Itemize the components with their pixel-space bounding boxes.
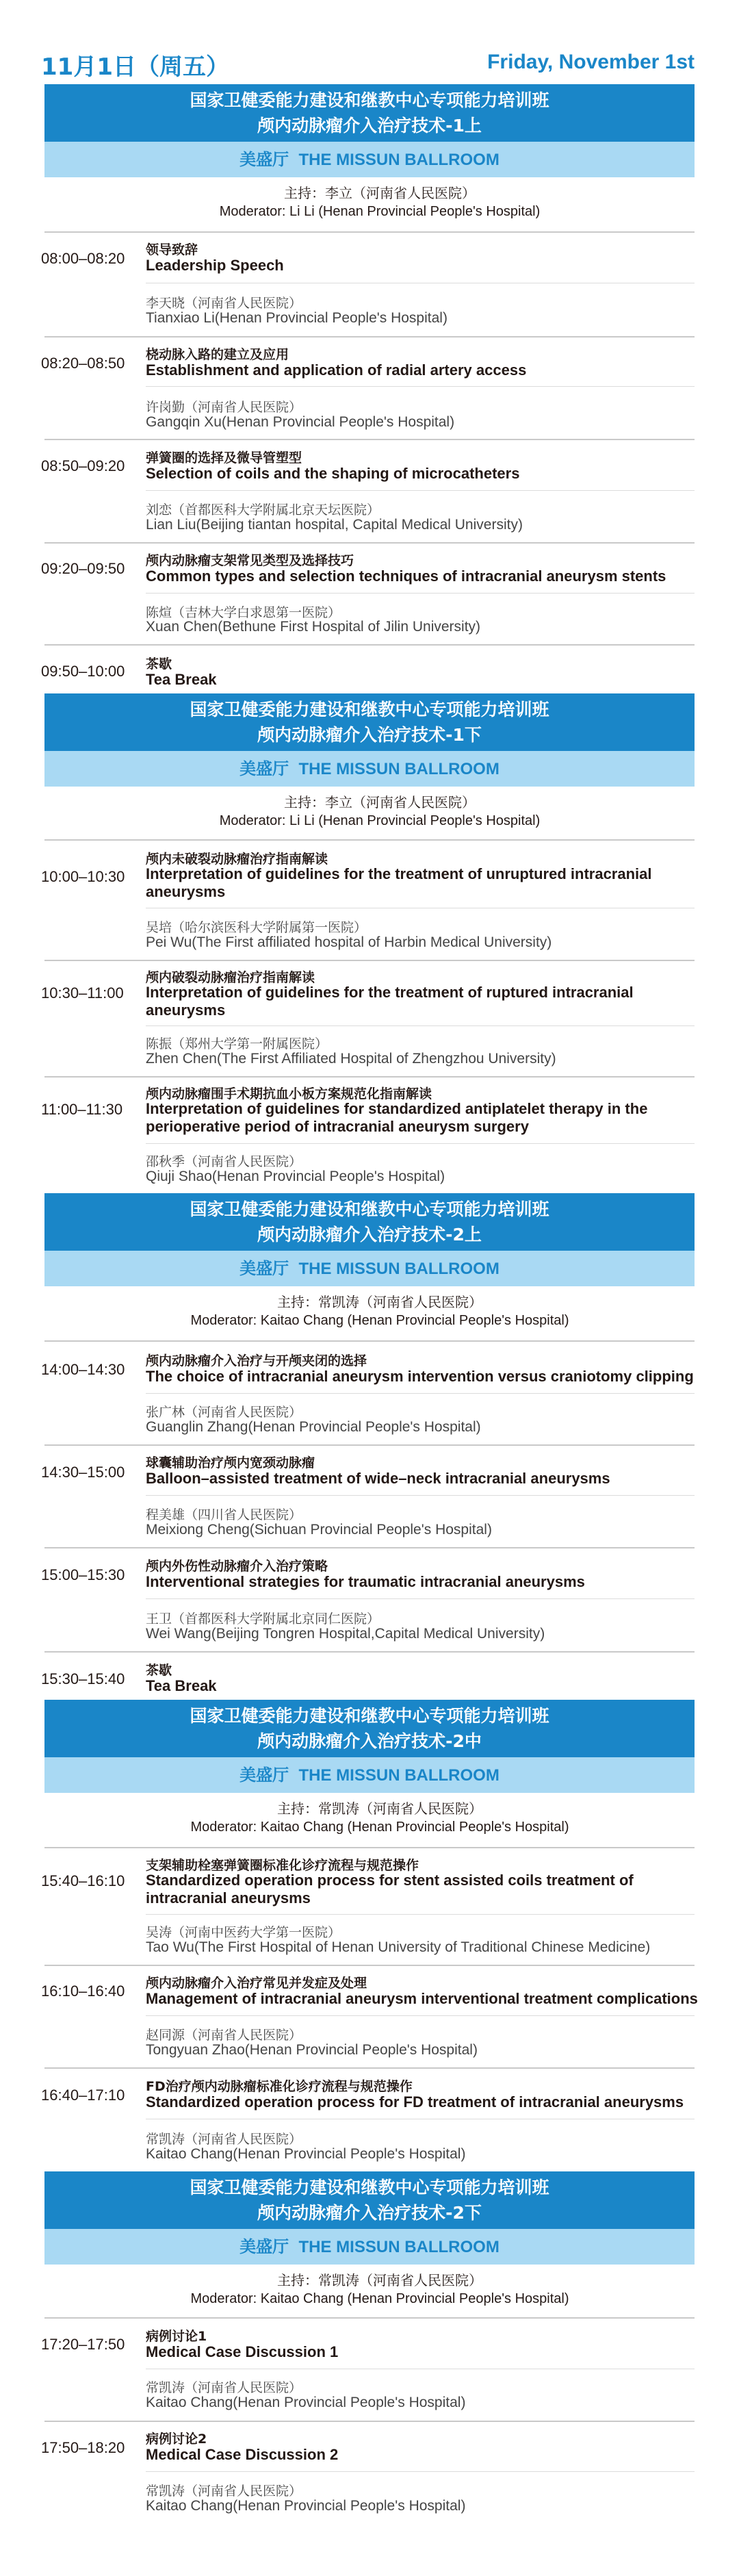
break-time: 09:50–10:00 [41,663,125,680]
talk-time: 08:00–08:20 [41,250,125,267]
talk-title-cn: 颅内动脉瘤介入治疗与开颅夹闭的选择 [146,1353,367,1368]
session-title-line1: 国家卫健委能力建设和继教中心专项能力培训班 [190,90,549,110]
speaker-cn: 吴涛（河南中医药大学第一医院） [146,1925,341,1940]
talk-title-en: Interpretation of guidelines for the treatment of ruptured intracranial aneurysms [146,984,634,1019]
divider [44,1547,695,1548]
speaker-cn: 许岗勤（河南省人民医院） [146,400,302,415]
talk-title-cn: 颅内动脉瘤围手术期抗血小板方案规范化指南解读 [146,1086,432,1101]
room-name-cn: 美盛厅 [239,1259,289,1278]
divider [44,2317,695,2319]
talk-title-cn: 颅内动脉瘤介入治疗常见并发症及处理 [146,1976,367,1991]
talk-title-cn: 颅内外伤性动脉瘤介入治疗策略 [146,1559,328,1574]
session-title-line2: 颅内动脉瘤介入治疗技术-2中 [257,1731,482,1751]
room-bar [44,2229,695,2265]
room-name-cn: 美盛厅 [239,2237,289,2256]
speaker-en: Xuan Chen(Bethune First Hospital of Jilin University) [146,619,481,635]
speaker-en: Pei Wu(The First affiliated hospital of Harbin Medical University) [146,934,552,950]
talk-time: 14:30–15:00 [41,1464,125,1481]
moderator-en: Moderator: Kaitao Chang (Henan Provincial People's Hospital) [190,1820,569,1835]
room-name-en: THE MISSUN BALLROOM [298,760,500,778]
divider [44,2067,695,2069]
session-title-line2: 颅内动脉瘤介入治疗技术-2上 [257,1225,482,1245]
divider [44,231,695,233]
session-title [44,2171,695,2229]
speaker-cn: 常凯涛（河南省人民医院） [146,2484,302,2499]
speaker-cn: 吴培（哈尔滨医科大学附属第一医院） [146,920,367,935]
speaker-en: Wei Wang(Beijing Tongren Hospital,Capital Medical University) [146,1626,545,1642]
break-title-en: Tea Break [146,1677,217,1694]
break-title-en: Tea Break [146,671,217,688]
speaker-en: Tianxiao Li(Henan Provincial People's Hospital) [146,310,448,326]
speaker-cn: 常凯涛（河南省人民医院） [146,2380,302,2395]
session-1-header [0,84,739,221]
talk-title-en: Interpretation of guidelines for standardized antiplatelet therapy in the perioperative period of intracranial aneurysm surgery [146,1100,648,1135]
divider [44,1076,695,1077]
item-separator [146,1495,695,1496]
date-header [0,0,739,82]
session-title [44,693,695,751]
talk-title-en: Establishment and application of radial artery access [146,361,527,379]
item-separator [146,1143,695,1144]
moderator-en: Moderator: Li Li (Henan Provincial People's Hospital) [219,204,541,219]
session-title-line1: 国家卫健委能力建设和继教中心专项能力培训班 [190,700,549,719]
divider [44,542,695,544]
room-name-cn: 美盛厅 [239,150,289,169]
item-separator [146,490,695,491]
talk-title-cn: FD治疗颅内动脉瘤标准化诊疗流程与规范操作 [146,2079,413,2094]
session-title-line1: 国家卫健委能力建设和继教中心专项能力培训班 [190,1706,549,1726]
moderator [0,2265,739,2308]
room-bar [44,1757,695,1793]
room-bar [44,142,695,177]
talk-time: 08:50–09:20 [41,457,125,474]
talk-title-cn: 领导致辞 [146,242,198,257]
date-chinese: 11月1日（周五） [41,53,229,81]
talk-time: 16:10–16:40 [41,1982,125,2000]
talk-title-cn: 病例讨论2 [146,2432,207,2447]
divider [44,1965,695,1966]
talk-title-cn: 球囊辅助治疗颅内宽颈动脉瘤 [146,1455,315,1470]
moderator [0,787,739,830]
room-bar [44,751,695,787]
divider [44,839,695,841]
speaker-cn: 程美雄（四川省人民医院） [146,1507,302,1522]
session-title [44,1700,695,1757]
item-separator [146,1914,695,1915]
speaker-en: Guanglin Zhang(Henan Provincial People's Hospital) [146,1419,481,1435]
item-separator [146,1598,695,1599]
talk-time: 10:30–11:00 [41,984,124,1002]
session-title [44,1193,695,1251]
talk-title-en: Interventional strategies for traumatic intracranial aneurysms [146,1573,585,1590]
room-name-cn: 美盛厅 [239,1765,289,1785]
speaker-cn: 李天晓（河南省人民医院） [146,296,302,311]
divider [44,336,695,337]
room-name-en: THE MISSUN BALLROOM [298,2238,500,2256]
session-title-line2: 颅内动脉瘤介入治疗技术-1上 [257,116,482,136]
session-2-header [0,693,739,830]
moderator [0,177,739,221]
speaker-en: Tongyuan Zhao(Henan Provincial People's Hospital) [146,2042,478,2058]
talk-title-en: The choice of intracranial aneurysm intervention versus craniotomy clipping [146,1368,694,1385]
talk-time: 14:00–14:30 [41,1361,125,1378]
speaker-cn: 刘恋（首都医科大学附属北京天坛医院） [146,502,380,518]
session-title-line1: 国家卫健委能力建设和继教中心专项能力培训班 [190,2178,549,2197]
session-5-header [0,2171,739,2308]
moderator-cn: 主持：常凯涛（河南省人民医院） [277,1294,482,1310]
session-4-header [0,1700,739,1837]
divider [44,644,695,646]
item-separator [146,386,695,387]
talk-time: 08:20–08:50 [41,355,125,372]
speaker-en: Zhen Chen(The First Affiliated Hospital of Zhengzhou University) [146,1051,556,1067]
talk-time: 10:00–10:30 [41,868,125,885]
moderator-cn: 主持：常凯涛（河南省人民医院） [277,2272,482,2288]
divider [44,1651,695,1653]
speaker-cn: 邵秋季（河南省人民医院） [146,1154,302,1169]
talk-title-en: Common types and selection techniques of intracranial aneurysm stents [146,568,666,585]
divider [44,2421,695,2422]
divider [44,439,695,440]
talk-title-cn: 弹簧圈的选择及微导管塑型 [146,450,302,466]
divider [44,960,695,961]
speaker-en: Gangqin Xu(Henan Provincial People's Hospital) [146,414,455,430]
speaker-en: Lian Liu(Beijing tiantan hospital, Capital Medical University) [146,517,523,533]
talk-time: 17:50–18:20 [41,2439,125,2456]
talk-time: 15:00–15:30 [41,1566,125,1583]
item-separator [146,2471,695,2472]
item-separator [146,2015,695,2016]
date-english: Friday, November 1st [487,51,695,73]
speaker-cn: 赵同源（河南省人民医院） [146,2028,302,2043]
speaker-cn: 张广林（河南省人民医院） [146,1405,302,1420]
room-name-en: THE MISSUN BALLROOM [298,1766,500,1785]
speaker-en: Kaitao Chang(Henan Provincial People's Hospital) [146,2498,466,2514]
talk-title-cn: 病例讨论1 [146,2329,207,2344]
break-title-cn: 茶歇 [146,656,172,672]
session-3-header [0,1193,739,1330]
talk-title-en: Management of intracranial aneurysm interventional treatment complications [146,1990,698,2007]
speaker-en: Kaitao Chang(Henan Provincial People's Hospital) [146,2146,466,2162]
session-title [44,84,695,142]
item-separator [146,1025,695,1026]
talk-title-cn: 支架辅助栓塞弹簧圈标准化诊疗流程与规范操作 [146,1858,419,1873]
speaker-cn: 王卫（首都医科大学附属北京同仁医院） [146,1611,380,1627]
room-name-en: THE MISSUN BALLROOM [298,151,500,169]
speaker-en: Tao Wu(The First Hospital of Henan University of Traditional Chinese Medicine) [146,1939,651,1955]
room-name-en: THE MISSUN BALLROOM [298,1260,500,1278]
speaker-cn: 陈振（郑州大学第一附属医院） [146,1036,328,1051]
talk-title-en: Standardized operation process for stent assisted coils treatment of intracranial aneurysms [146,1872,634,1907]
moderator-cn: 主持：李立（河南省人民医院） [284,185,476,201]
talk-title-en: Standardized operation process for FD treatment of intracranial aneurysms [146,2093,684,2110]
session-title-line1: 国家卫健委能力建设和继教中心专项能力培训班 [190,1199,549,1219]
divider [44,1340,695,1342]
talk-title-cn: 颅内破裂动脉瘤治疗指南解读 [146,970,315,985]
divider [44,1847,695,1848]
divider [44,1444,695,1446]
item-separator [146,1393,695,1394]
moderator-cn: 主持：李立（河南省人民医院） [284,794,476,811]
room-name-cn: 美盛厅 [239,759,289,778]
talk-title-en: Medical Case Discussion 2 [146,2446,339,2463]
talk-time: 11:00–11:30 [41,1101,123,1118]
talk-title-cn: 颅内未破裂动脉瘤治疗指南解读 [146,852,328,867]
item-separator [146,593,695,594]
talk-title-en: Leadership Speech [146,257,284,274]
moderator-en: Moderator: Kaitao Chang (Henan Provincial People's Hospital) [190,1313,569,1328]
moderator-en: Moderator: Li Li (Henan Provincial People's Hospital) [219,813,541,828]
talk-title-en: Balloon–assisted treatment of wide–neck intracranial aneurysms [146,1470,610,1487]
session-title-line2: 颅内动脉瘤介入治疗技术-2下 [257,2203,482,2223]
speaker-en: Qiuji Shao(Henan Provincial People's Hospital) [146,1169,445,1184]
talk-time: 15:40–16:10 [41,1872,125,1889]
talk-title-en: Medical Case Discussion 1 [146,2343,339,2360]
speaker-en: Meixiong Cheng(Sichuan Provincial People's Hospital) [146,1522,492,1538]
talk-title-cn: 颅内动脉瘤支架常见类型及选择技巧 [146,553,354,568]
talk-time: 16:40–17:10 [41,2087,125,2104]
talk-title-en: Selection of coils and the shaping of microcatheters [146,465,520,482]
moderator [0,1793,739,1837]
break-time: 15:30–15:40 [41,1670,125,1687]
break-title-cn: 茶歇 [146,1663,172,1678]
speaker-cn: 常凯涛（河南省人民医院） [146,2132,302,2147]
speaker-cn: 陈煊（吉林大学白求恩第一医院） [146,605,341,620]
session-title-line2: 颅内动脉瘤介入治疗技术-1下 [257,725,482,745]
talk-time: 17:20–17:50 [41,2336,125,2353]
room-bar [44,1251,695,1286]
talk-title-en: Interpretation of guidelines for the treatment of unruptured intracranial aneurysms [146,865,652,900]
talk-time: 09:20–09:50 [41,560,125,577]
talk-title-cn: 桡动脉入路的建立及应用 [146,347,289,362]
moderator [0,1286,739,1330]
speaker-en: Kaitao Chang(Henan Provincial People's Hospital) [146,2395,466,2410]
moderator-cn: 主持：常凯涛（河南省人民医院） [277,1800,482,1817]
moderator-en: Moderator: Kaitao Chang (Henan Provincial People's Hospital) [190,2291,569,2306]
